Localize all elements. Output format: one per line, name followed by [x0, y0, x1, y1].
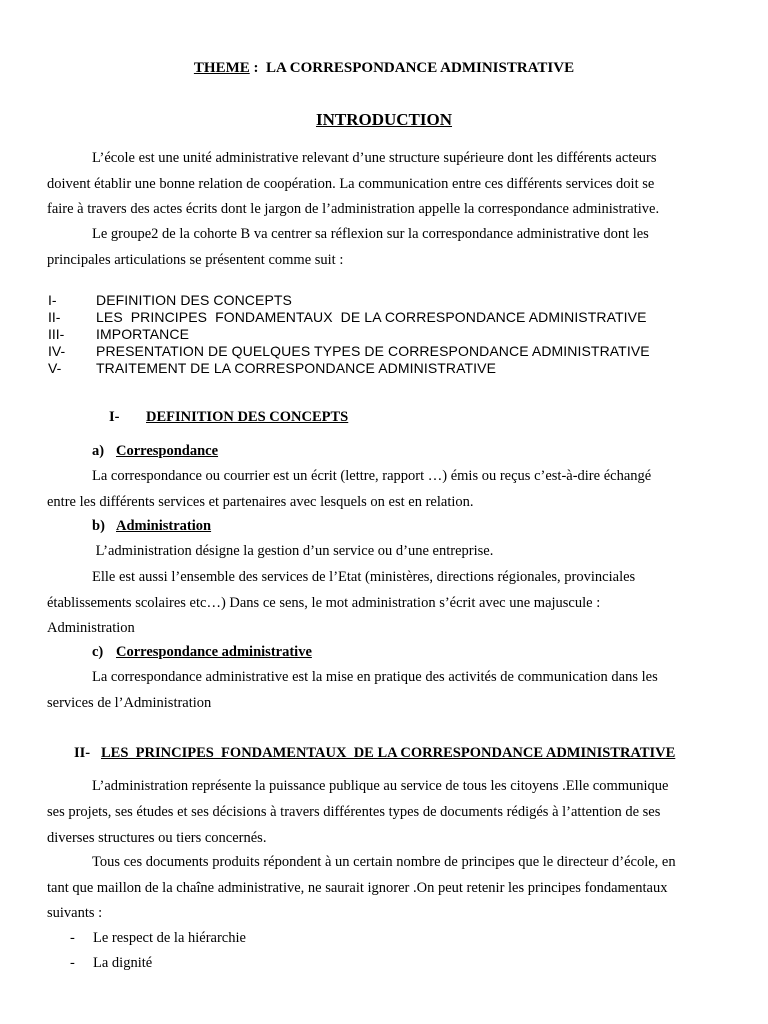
subsection-b-line1: Elle est aussi l’ensemble des services de l’Etat (ministères, directions régionales, provinciales	[92, 569, 636, 585]
subsection-b-title: Administration	[116, 518, 212, 534]
section2-p2-line2: tant que maillon de la chaîne administrative, ne saurait ignorer .On peut retenir les principes fondamentaux	[47, 880, 668, 896]
subsection-c-line1: La correspondance administrative est la mise en pratique des activités de communication dans les	[92, 669, 658, 685]
intro-p1-line2: doivent établir une bonne relation de coopération. La communication entre ces différents services doit se	[47, 176, 655, 192]
intro-p2-line1: Le groupe2 de la cohorte B va centrer sa réflexion sur la correspondance administrative dont les	[92, 226, 649, 242]
theme-label: THEME	[193, 60, 250, 76]
toc-number: III-	[48, 326, 65, 342]
section2-title: LES PRINCIPES FONDAMENTAUX DE LA CORRESPONDANCE ADMINISTRATIVE	[101, 745, 676, 761]
section2-p1-line2: ses projets, ses études et ses décisions à travers différentes types de documents rédigés à l’attention de ses	[47, 804, 661, 820]
intro-p1-line3: faire à travers des actes écrits dont le jargon de l’administration appelle la correspondance administrative.	[47, 201, 660, 217]
subsection-c-title: Correspondance administrative	[116, 644, 312, 660]
toc-item: IMPORTANCE	[96, 326, 190, 342]
subsection-c-letter: c)	[92, 644, 104, 660]
subsection-b-line3: Administration	[47, 620, 135, 636]
section2-p1-line3: diverses structures ou tiers concernés.	[47, 830, 267, 846]
bullet-item: Le respect de la hiérarchie	[93, 930, 246, 946]
section2-p2-line1: Tous ces documents produits répondent à un certain nombre de principes que le directeur d’école, en	[92, 854, 676, 870]
toc-item: TRAITEMENT DE LA CORRESPONDANCE ADMINISTRATIVE	[96, 360, 497, 376]
toc-number: I-	[48, 292, 57, 308]
introduction-heading: INTRODUCTION	[315, 110, 453, 129]
toc-item: LES PRINCIPES FONDAMENTAUX DE LA CORRESPONDANCE ADMINISTRATIVE	[96, 309, 647, 325]
theme-separator: :	[249, 60, 266, 76]
toc-number: II-	[48, 309, 61, 325]
intro-p2-line2: principales articulations se présentent comme suit :	[47, 252, 344, 268]
bullet-dash: -	[70, 955, 75, 971]
toc-number: V-	[48, 360, 62, 376]
subsection-a-letter: a)	[92, 443, 105, 459]
subsection-a-line2: entre les différents services et partenaires avec lesquels on est en relation.	[47, 494, 474, 510]
theme-title: LA CORRESPONDANCE ADMINISTRATIVE	[265, 60, 575, 76]
section2-p1-line1: L’administration représente la puissance publique au service de tous les citoyens .Elle communique	[92, 778, 669, 794]
section1-title: DEFINITION DES CONCEPTS	[146, 409, 349, 425]
intro-p1-line1: L’école est une unité administrative relevant d’une structure supérieure dont les différents acteurs	[92, 150, 657, 166]
bullet-dash: -	[70, 930, 75, 946]
section1-number: I-	[109, 409, 120, 425]
section2-number: II-	[74, 745, 91, 761]
toc-item: DEFINITION DES CONCEPTS	[96, 292, 292, 308]
subsection-a-title: Correspondance	[116, 443, 219, 459]
section2-p2-line3: suivants :	[47, 905, 103, 921]
subsection-a-line1: La correspondance ou courrier est un écrit (lettre, rapport …) émis ou reçus c’est-à-dire échangé	[92, 468, 652, 484]
subsection-b-intro: L’administration désigne la gestion d’un service ou d’une entreprise.	[92, 543, 494, 559]
subsection-c-line2: services de l’Administration	[47, 695, 212, 711]
subsection-b-line2: établissements scolaires etc…) Dans ce sens, le mot administration s’écrit avec une majuscule :	[47, 595, 601, 611]
document-theme	[0, 60, 768, 77]
subsection-b-letter: b)	[92, 518, 105, 534]
toc-number: IV-	[48, 343, 66, 359]
toc-item: PRESENTATION DE QUELQUES TYPES DE CORRESPONDANCE ADMINISTRATIVE	[96, 343, 650, 359]
bullet-item: La dignité	[93, 955, 153, 971]
